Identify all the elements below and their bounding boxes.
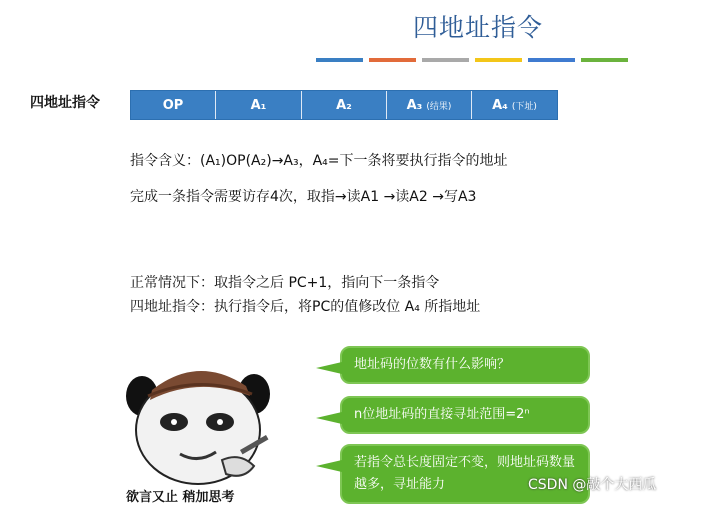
panda-meme-image (122, 356, 282, 500)
field-a3-main: A₃ (406, 97, 423, 113)
slide-title: 四地址指令 (412, 13, 543, 42)
question-bubble-3: 若指令总长度固定不变，则地址码数量越多，寻址能力 (340, 444, 590, 504)
field-a1 (216, 91, 302, 119)
color-bar-blue (316, 58, 363, 62)
instruction-format-label: 四地址指令 (30, 95, 100, 111)
csdn-watermark: CSDN @敲个大西瓜 (528, 477, 657, 493)
color-bar-gray (422, 58, 469, 62)
color-bar-yellow (475, 58, 522, 62)
normal-case-text: 正常情况下：取指令之后 PC+1，指向下一条指令 (130, 275, 440, 291)
memory-access-text: 完成一条指令需要访存4次，取指→读A1 →读A2 →写A3 (130, 189, 477, 205)
instruction-format-diagram (130, 90, 558, 120)
field-a4-main: A₄ (492, 97, 508, 113)
color-bars (316, 58, 628, 62)
field-a1-main: A₁ (250, 97, 267, 113)
field-op-main: OP (162, 97, 184, 113)
field-op (131, 91, 216, 119)
field-a3 (387, 91, 472, 119)
instruction-meaning-text: 指令含义：(A₁)OP(A₂)→A₃，A₄=下一条将要执行指令的地址 (130, 153, 508, 169)
color-bar-blue-2 (528, 58, 575, 62)
four-address-pc-text: 四地址指令：执行指令后，将PC的值修改位 A₄ 所指地址 (130, 299, 481, 315)
field-a2 (302, 91, 387, 119)
meme-caption: 欲言又止 稍加思考 (126, 490, 235, 505)
field-a4-sub: (下址) (511, 101, 537, 112)
field-a3-sub: (结果) (426, 101, 452, 112)
field-a4 (472, 91, 557, 119)
question-bubble-2: n位地址码的直接寻址范围=2ⁿ (340, 396, 590, 434)
question-bubble-1: 地址码的位数有什么影响？ (340, 346, 590, 384)
field-a2-main: A₂ (336, 97, 352, 113)
color-bar-orange (369, 58, 416, 62)
color-bar-green (581, 58, 628, 62)
